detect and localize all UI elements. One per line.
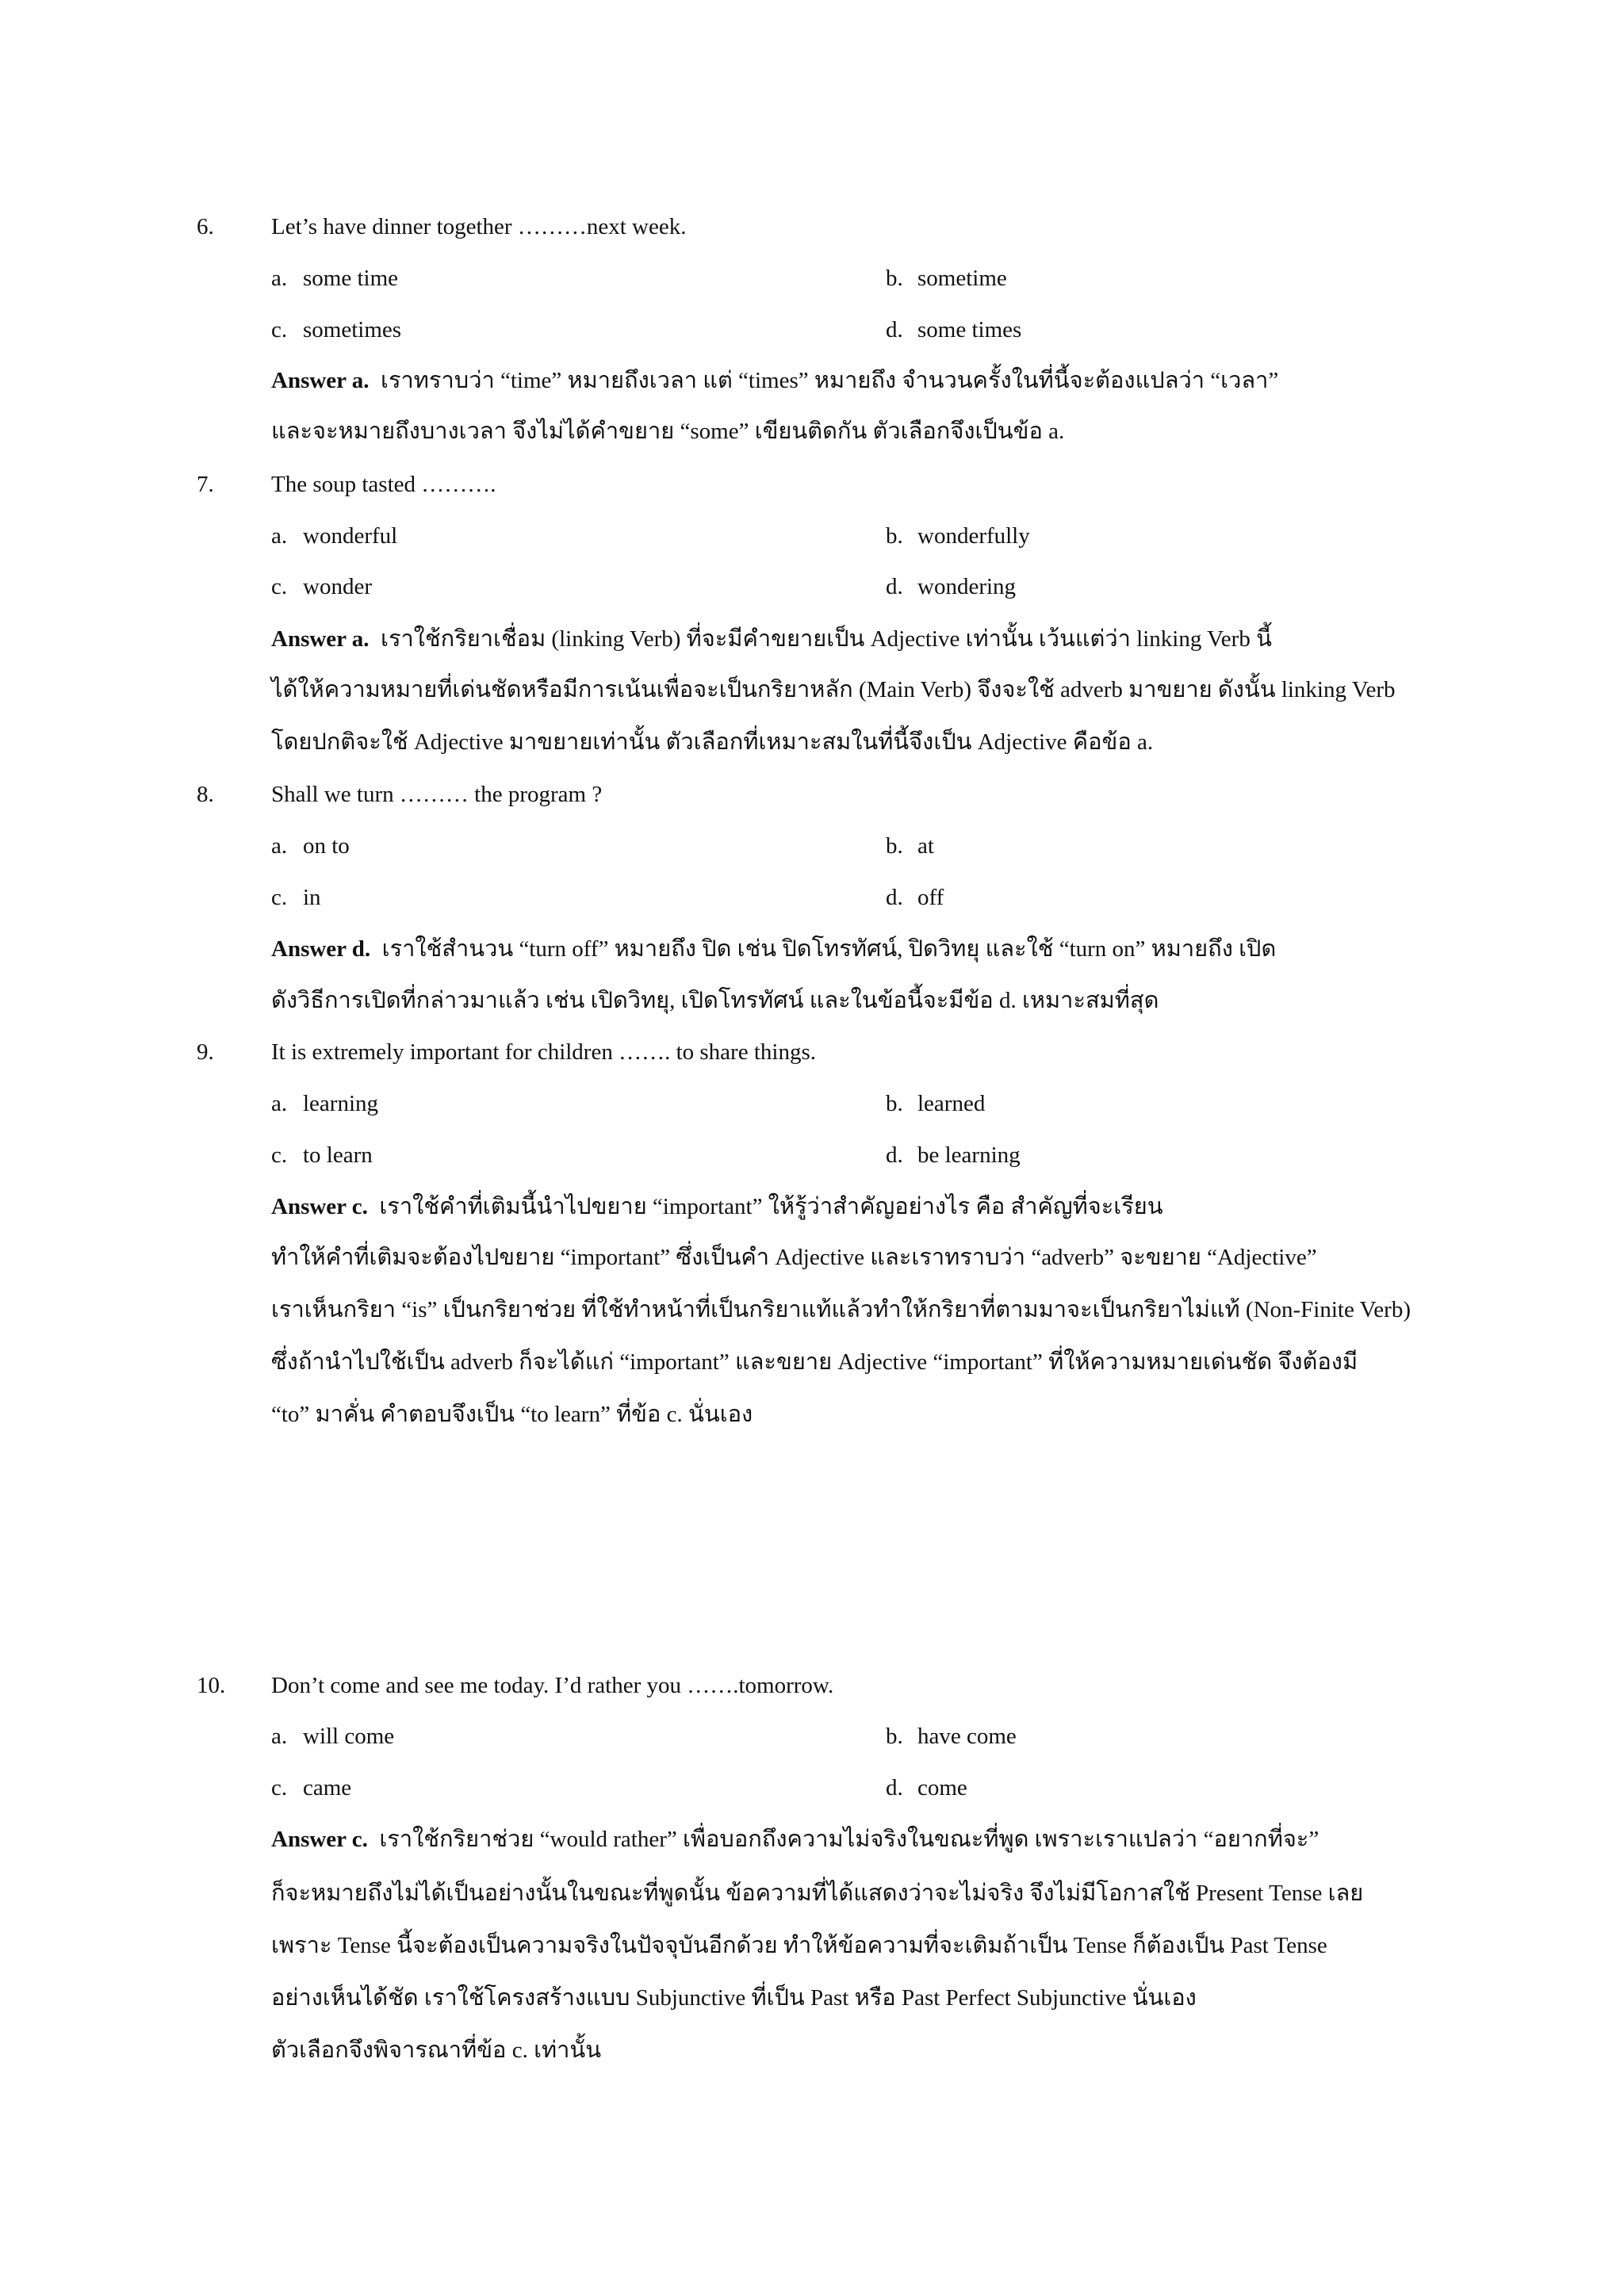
option-letter: a. (271, 833, 288, 859)
answer-label: Answer d. (271, 936, 371, 962)
answer-line (271, 1191, 1163, 1223)
option-c (271, 1139, 373, 1171)
option-c (271, 314, 401, 346)
option-text: came (303, 1775, 352, 1800)
option-d (886, 571, 1016, 603)
option-text: will come (303, 1724, 395, 1749)
question-number: 6. (197, 214, 214, 239)
answer-line: เราเห็นกริยา “is” เป็นกริยาช่วย ที่ใช้ทำหน้าที่เป็นกริยาแท้แล้วทำให้กริยาที่ตามมาจะเป็นกริยาไม่แท้ (Non-Finite Verb) (271, 1297, 1411, 1322)
option-letter: d. (886, 1142, 903, 1168)
option-d (886, 314, 1021, 346)
question-text: It is extremely important for children ……. to share things. (271, 1039, 816, 1065)
option-text: learning (303, 1091, 379, 1116)
option-a (271, 1088, 378, 1119)
option-d (886, 1772, 967, 1804)
answer-line: อย่างเห็นได้ชัด เราใช้โครงสร้างแบบ Subjunctive ที่เป็น Past หรือ Past Perfect Subjunctive นั่นเอง (271, 1985, 1197, 2011)
option-letter: c. (271, 1142, 288, 1168)
option-letter: b. (886, 833, 903, 859)
option-letter: a. (271, 1724, 288, 1749)
answer-line: ดังวิธีการเปิดที่กล่าวมาแล้ว เช่น เปิดวิทยุ, เปิดโทรทัศน์ และในข้อนี้จะมีข้อ d. เหมาะสมที่สุด (271, 988, 1159, 1013)
option-a (271, 830, 350, 862)
question-text: Let’s have dinner together ………next week. (271, 214, 687, 239)
question-number: 7. (197, 472, 214, 497)
question-text: The soup tasted ………. (271, 472, 496, 497)
option-c (271, 882, 321, 913)
question-text: Don’t come and see me today. I’d rather you …….tomorrow. (271, 1673, 834, 1698)
option-text: to learn (303, 1142, 373, 1168)
option-text: some times (917, 317, 1022, 342)
option-letter: a. (271, 266, 288, 291)
option-letter: c. (271, 885, 288, 910)
option-text: learned (917, 1091, 986, 1116)
option-letter: d. (886, 317, 903, 342)
answer-line: โดยปกติจะใช้ Adjective มาขยายเท่านั้น ตัวเลือกที่เหมาะสมในที่นี้จึงเป็น Adjective คือข้อ a. (271, 729, 1154, 755)
answer-line (271, 933, 1276, 965)
question-text: Shall we turn ……… the program ? (271, 782, 603, 807)
option-a (271, 520, 397, 552)
answer-line (271, 365, 1278, 396)
answer-line: เพราะ Tense นี้จะต้องเป็นความจริงในปัจจุบันอีกด้วย ทำให้ข้อความที่จะเติมถ้าเป็น Tense ก็ต้องเป็น Past Tense (271, 1933, 1327, 1958)
answer-line (271, 623, 1272, 655)
option-text: wondering (917, 574, 1017, 599)
option-letter: a. (271, 1091, 288, 1116)
option-letter: b. (886, 523, 903, 549)
option-b (886, 830, 934, 862)
option-text: come (917, 1775, 967, 1800)
option-c (271, 1772, 351, 1804)
option-text: be learning (917, 1142, 1021, 1168)
answer-line: และจะหมายถึงบางเวลา จึงไม่ได้คำขยาย “some” เขียนติดกัน ตัวเลือกจึงเป็นข้อ a. (271, 419, 1065, 444)
answer-text: เราใช้คำที่เติมนี้นำไปขยาย “important” ให้รู้ว่าสำคัญอย่างไร คือ สำคัญที่จะเรียน (379, 1194, 1163, 1219)
option-text: have come (917, 1724, 1017, 1749)
option-b (886, 520, 1030, 552)
answer-label: Answer a. (271, 626, 370, 652)
answer-line: “to” มาคั่น คำตอบจึงเป็น “to learn” ที่ข้อ c. นั่นเอง (271, 1402, 753, 1427)
option-b (886, 1720, 1017, 1752)
option-letter: a. (271, 523, 288, 549)
option-b (886, 1088, 985, 1119)
answer-text: เราทราบว่า “time” หมายถึงเวลา แต่ “times” หมายถึง จำนวนครั้งในที่นี้จะต้องแปลว่า “เวลา” (381, 368, 1279, 393)
option-letter: c. (271, 317, 288, 342)
option-text: wonderfully (917, 523, 1030, 549)
option-text: off (917, 885, 944, 910)
option-text: wonder (303, 574, 372, 599)
answer-label: Answer c. (271, 1194, 368, 1219)
option-letter: c. (271, 1775, 288, 1800)
option-text: wonderful (303, 523, 398, 549)
option-text: at (917, 833, 934, 859)
option-a (271, 1720, 394, 1752)
option-text: in (303, 885, 321, 910)
option-a (271, 262, 398, 294)
question-number: 8. (197, 782, 214, 807)
question-number: 10. (197, 1673, 226, 1698)
option-b (886, 262, 1007, 294)
option-letter: b. (886, 266, 903, 291)
answer-label: Answer a. (271, 368, 370, 393)
answer-line: ซึ่งถ้านำไปใช้เป็น adverb ก็จะได้แก่ “important” และขยาย Adjective “important” ที่ให้ความหมายเด่นชัด จึงต้องมี (271, 1349, 1358, 1375)
option-letter: c. (271, 574, 288, 599)
answer-line: ก็จะหมายถึงไม่ได้เป็นอย่างนั้นในขณะที่พูดนั้น ข้อความที่ได้แสดงว่าจะไม่จริง จึงไม่มีโอกาสใช้ Present Tense เลย (271, 1881, 1364, 1906)
answer-text: เราใช้กริยาเชื่อม (linking Verb) ที่จะมีคำขยายเป็น Adjective เท่านั้น เว้นแต่ว่า linking Verb นี้ (381, 626, 1272, 652)
answer-text: เราใช้กริยาช่วย “would rather” เพื่อบอกถึงความไม่จริงในขณะที่พูด เพราะเราแปลว่า “อยากที่จะ” (379, 1827, 1320, 1852)
option-text: sometime (917, 266, 1007, 291)
answer-line: ตัวเลือกจึงพิจารณาที่ข้อ c. เท่านั้น (271, 2038, 602, 2063)
option-letter: b. (886, 1724, 903, 1749)
answer-text: เราใช้สำนวน “turn off” หมายถึง ปิด เช่น ปิดโทรทัศน์, ปิดวิทยุ และใช้ “turn on” หมายถึง เปิด (381, 936, 1277, 962)
option-text: on to (303, 833, 350, 859)
option-text: some time (303, 266, 399, 291)
option-d (886, 1139, 1021, 1171)
question-number: 9. (197, 1039, 214, 1065)
option-c (271, 571, 372, 603)
option-letter: d. (886, 1775, 903, 1800)
option-letter: b. (886, 1091, 903, 1116)
option-letter: d. (886, 885, 903, 910)
option-d (886, 882, 944, 913)
option-text: sometimes (303, 317, 402, 342)
answer-line: ทำให้คำที่เติมจะต้องไปขยาย “important” ซึ่งเป็นคำ Adjective และเราทราบว่า “adverb” จะขยาย “Adjective” (271, 1245, 1317, 1270)
option-letter: d. (886, 574, 903, 599)
answer-line: ได้ให้ความหมายที่เด่นชัดหรือมีการเน้นเพื่อจะเป็นกริยาหลัก (Main Verb) จึงจะใช้ adverb มาขยาย ดังนั้น linking Verb (271, 677, 1396, 702)
answer-line (271, 1823, 1319, 1855)
answer-label: Answer c. (271, 1827, 368, 1852)
